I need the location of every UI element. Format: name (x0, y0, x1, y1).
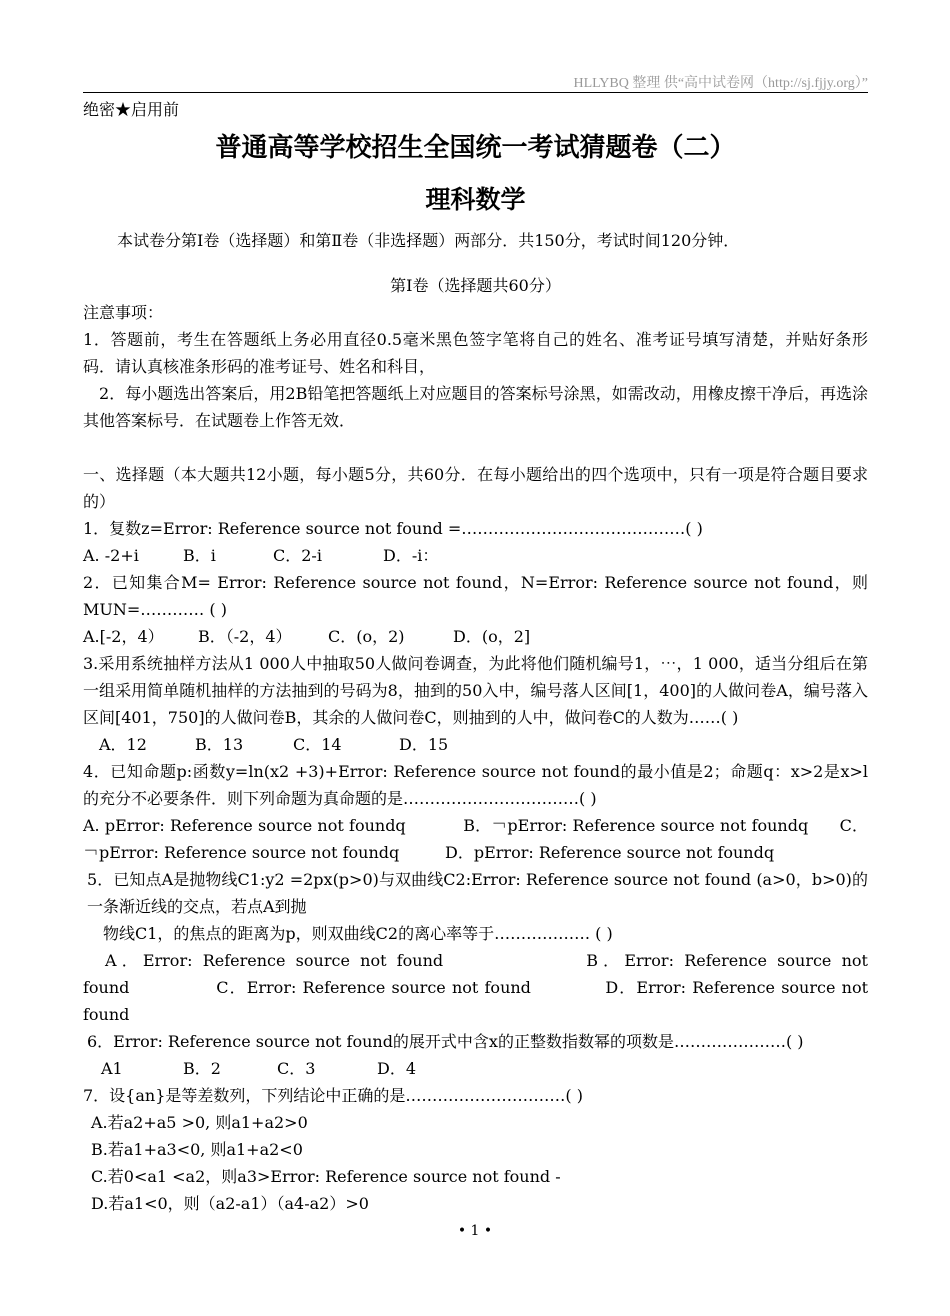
question-5-stem-cont: 物线C1，的焦点的距离为p，则双曲线C2的离心率等于……………… ( ) (103, 924, 613, 943)
question-5-options (83, 947, 868, 1028)
notice-1: 1．答题前，考生在答题纸上务必用直径0.5毫米黑色签字笔将自己的姓名、准考证号填写清楚，并贴好条形码．请认真核准条形码的准考证号、姓名和科目， (83, 330, 868, 376)
option: A. pError: Reference source not foundq (83, 816, 406, 835)
header-rule (83, 92, 868, 93)
exam-title: 普通高等学校招生全国统一考试猜题卷（二） (215, 133, 736, 163)
option: B．13 (195, 735, 244, 754)
option: C．14 (293, 735, 342, 754)
question-4-options (83, 812, 868, 866)
question-1-options (83, 542, 868, 569)
question-4-stem: 4．已知命题p:函数y=ln(x2 +3)+Error: Reference source not found的最小值是2；命题q：x>2是x>l的充分不必要条件．则下列命题为真命题的是……………………………( ) (83, 762, 868, 808)
question-1-stem: 1．复数z=Error: Reference source not found =……………………………………( ) (83, 519, 703, 538)
option: B．i (183, 546, 216, 565)
option: A．Error: Reference source not found (105, 951, 444, 970)
option: B．Error: Reference source not found (83, 951, 868, 997)
option: D．4 (377, 1059, 417, 1078)
question-7-option-c: C.若0<a1 <a2，则a3>Error: Reference source not found - (91, 1167, 561, 1186)
option: B．（-2，4） (198, 627, 292, 646)
option: D．Error: Reference source not found (83, 978, 869, 1024)
notice-2: 2．每小题选出答案后，用2B铅笔把答题纸上对应题目的答案标号涂黑，如需改动，用橡皮擦干净后，再选涂其他答案标号．在试题卷上作答无效． (83, 384, 868, 430)
option: B．￢pError: Reference source not foundq (463, 816, 809, 835)
option: D．(o，2] (453, 627, 531, 646)
option: C．2-i (273, 546, 322, 565)
section-1-heading: 一、选择题（本大题共12小题，每小题5分，共60分．在每小题给出的四个选项中，只有一项是符合题目要求的） (83, 465, 868, 511)
header-source-note: HLLYBQ 整理 供“高中试卷网（http://sj.fjjy.org）” (573, 76, 868, 91)
option: D．15 (399, 735, 449, 754)
question-6-stem: 6．Error: Reference source not found的展开式中含x的正整数指数幂的项数是…………………( ) (87, 1032, 804, 1051)
question-2-stem: 2．已知集合M= Error: Reference source not found，N=Error: Reference source not found，则MUN=………… ( ) (83, 573, 868, 619)
option: A. -2+i (83, 546, 139, 565)
option: D．-i： (383, 546, 439, 565)
question-7-option-b: B.若a1+a3<0, 则a1+a2<0 (91, 1140, 303, 1159)
option: A.[-2，4） (83, 627, 164, 646)
question-7-stem: 7．设{an}是等差数列，下列结论中正确的是…………………………( ) (83, 1086, 583, 1105)
option: C．￢pError: Reference source not foundq (83, 816, 868, 862)
question-7-option-a: A.若a2+a5 >0, 则a1+a2>0 (91, 1113, 308, 1132)
question-3-stem: 3.采用系统抽样方法从1 000人中抽取50人做问卷调查，为此将他们随机编号1，⋯，1 000，适当分组后在第一组采用简单随机抽样的方法抽到的号码为8，抽到的50入中，编号落人区间[1，400]的人做问卷A，编号落入区间[401，750]的人做问卷B，其余的人做问卷C，则抽到的人中，做问卷C的人数为……( ) (83, 654, 868, 727)
option: B．2 (183, 1059, 221, 1078)
page-number: • 1 • (457, 1223, 493, 1239)
option: C．3 (277, 1059, 316, 1078)
option: C．Error: Reference source not found (216, 978, 531, 997)
exam-intro: 本试卷分第Ⅰ卷（选择题）和第Ⅱ卷（非选择题）两部分．共150分，考试时间120分钟． (117, 231, 740, 250)
exam-page (83, 96, 868, 1217)
secret-label: 绝密★启用前 (83, 100, 180, 119)
option: D．pError: Reference source not foundq (445, 843, 775, 862)
question-3-options (83, 731, 868, 758)
question-7-option-d: D.若a1<0，则（a2-a1）（a4-a2）>0 (91, 1194, 369, 1213)
option: A1 (101, 1059, 123, 1078)
option: A．12 (99, 735, 147, 754)
option: C．(o，2) (328, 627, 405, 646)
part1-heading: 第Ⅰ卷（选择题共60分） (390, 276, 561, 295)
notice-heading: 注意事项： (83, 303, 164, 322)
question-2-options (83, 623, 868, 650)
question-6-options (83, 1055, 868, 1082)
exam-subtitle: 理科数学 (425, 185, 526, 214)
question-5-stem: 5．已知点A是抛物线C1:y2 =2px(p>0)与双曲线C2:Error: Reference source not found (a>0，b>0)的一条渐近线的交点，若点A到抛 (87, 870, 868, 916)
